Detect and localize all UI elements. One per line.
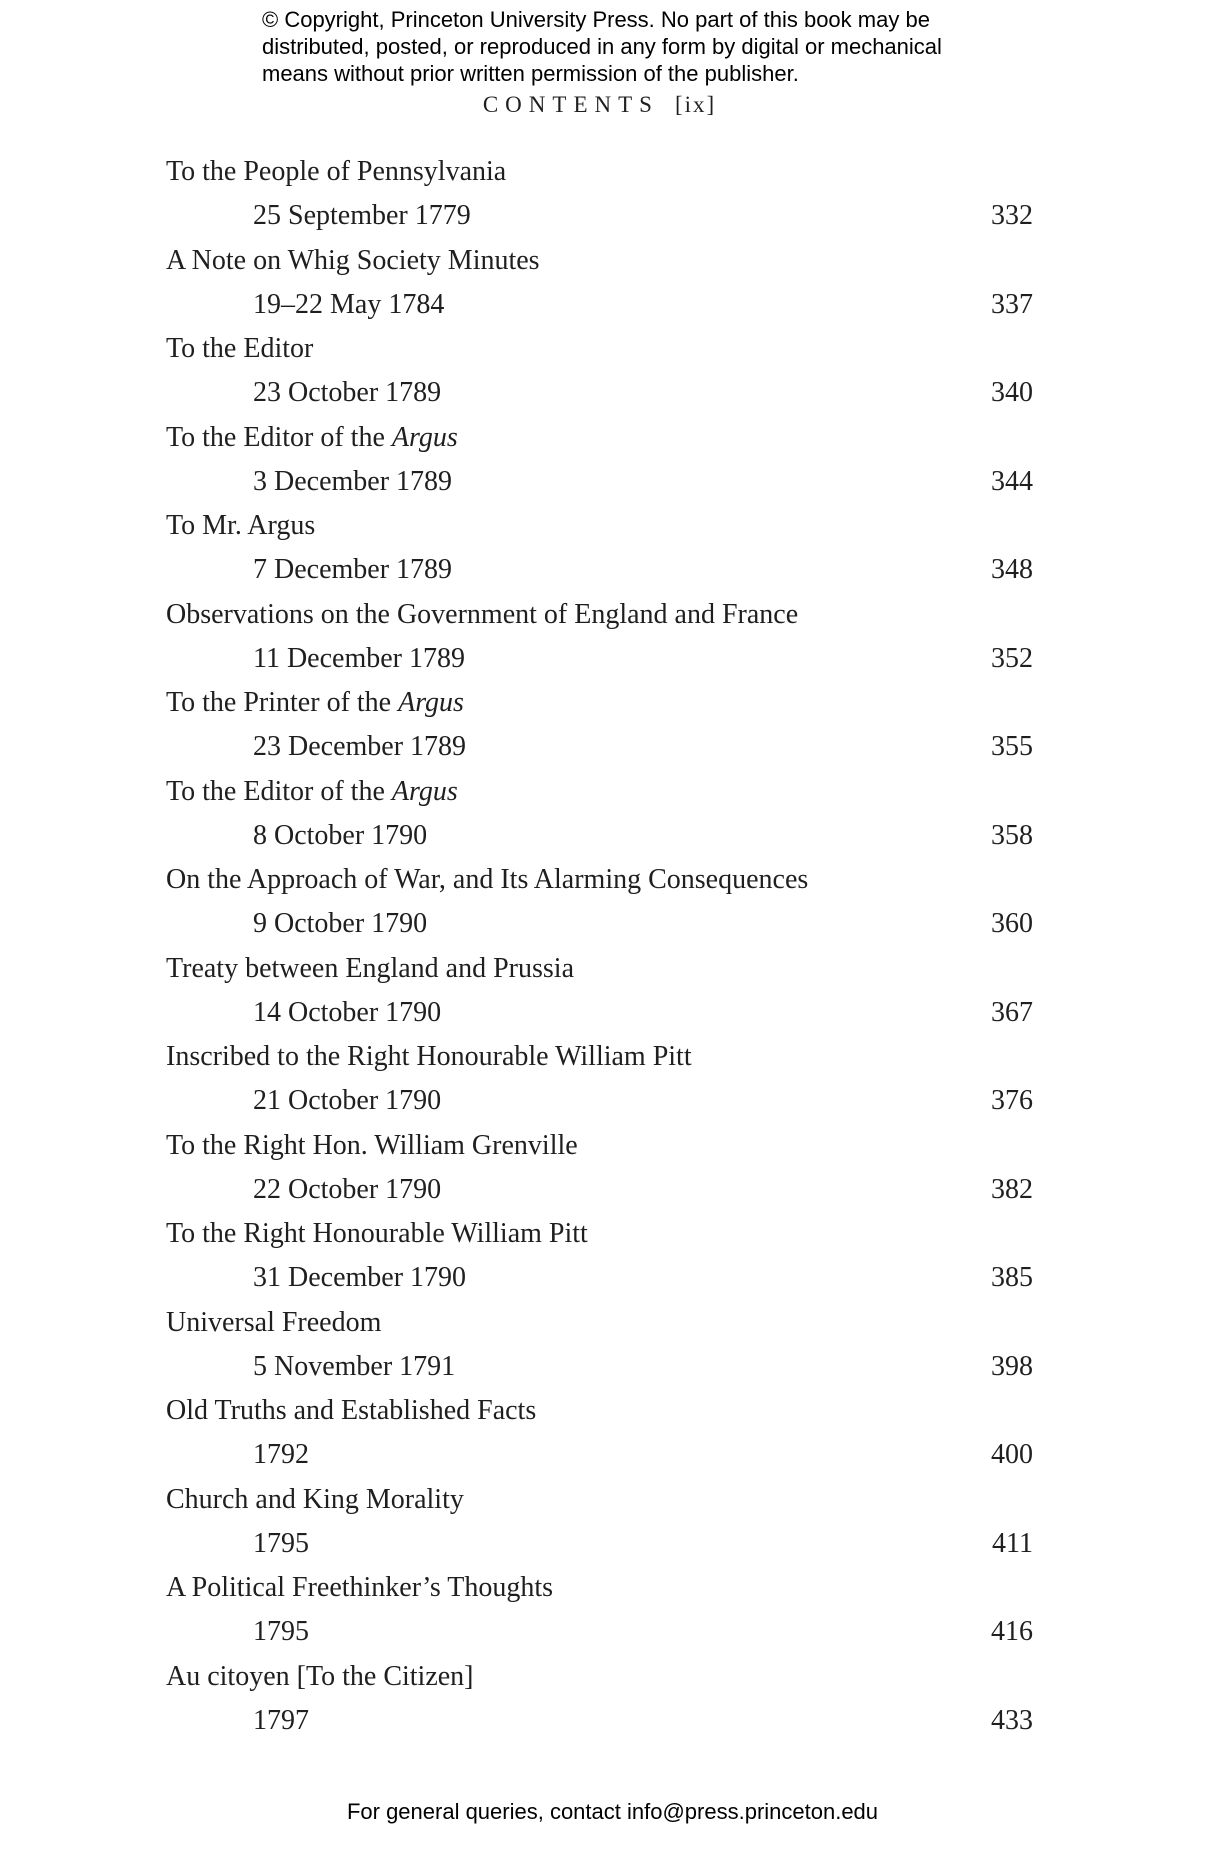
entry-page-number: 416	[991, 1616, 1033, 1647]
entry-date: 3 December 1789	[253, 465, 453, 497]
entry-page-number: 344	[991, 465, 1033, 497]
entry-date: 19–22 May 1784	[253, 288, 445, 320]
entry-date: 22 October 1790	[253, 1173, 442, 1205]
toc-entry	[166, 1655, 1033, 1744]
toc-entry	[166, 1035, 1033, 1124]
entry-page-number: 355	[991, 731, 1033, 762]
entry-page-number: 337	[991, 288, 1033, 320]
entry-page-number: 340	[991, 377, 1033, 408]
contents-heading: CONTENTS	[482, 92, 659, 117]
entry-title: To the Right Hon. William Grenville	[166, 1129, 578, 1161]
entry-date: 23 October 1789	[253, 377, 442, 408]
entry-page-number: 348	[991, 554, 1033, 585]
entry-date: 7 December 1789	[253, 554, 453, 585]
entry-title: To the Right Honourable William Pitt	[166, 1218, 588, 1249]
entry-page-number: 433	[991, 1704, 1033, 1736]
entry-page-number: 358	[991, 819, 1033, 851]
toc-entry	[166, 504, 1033, 593]
toc-entry	[166, 327, 1033, 416]
entry-date: 31 December 1790	[253, 1262, 467, 1293]
entry-title: On the Approach of War, and Its Alarming Consequences	[166, 864, 809, 895]
entry-title: Universal Freedom	[166, 1306, 382, 1338]
contents-running-head	[166, 92, 1033, 118]
footer-contact-line: For general queries, contact info@press.princeton.edu	[346, 1799, 879, 1824]
entry-date: 25 September 1779	[253, 200, 471, 231]
entry-page-number: 411	[992, 1527, 1033, 1559]
toc-entry	[166, 1212, 1033, 1301]
entry-title: To the Editor	[166, 333, 314, 364]
entry-title: To the People of Pennsylvania	[166, 156, 507, 187]
toc-entry	[166, 1389, 1033, 1478]
copyright-notice	[262, 6, 962, 87]
toc-entry	[166, 947, 1033, 1036]
entry-page-number: 360	[991, 908, 1033, 939]
toc-entry	[166, 681, 1033, 770]
entry-page-number: 385	[991, 1262, 1033, 1293]
entry-date: 23 December 1789	[253, 731, 467, 762]
entry-page-number: 352	[991, 642, 1033, 674]
page-folio-marker: [ix]	[674, 92, 717, 117]
toc-entry	[166, 239, 1033, 328]
entry-title: To the Editor of the Argus	[166, 421, 458, 453]
entry-title: Treaty between England and Prussia	[166, 952, 574, 984]
toc-entry	[166, 858, 1033, 947]
toc-entry	[166, 1301, 1033, 1390]
copyright-line: means without prior written permission of the publisher.	[262, 61, 799, 86]
entry-page-number: 398	[991, 1350, 1033, 1382]
entry-title: To the Editor of the Argus	[166, 775, 458, 807]
entry-date: 1795	[253, 1527, 309, 1559]
toc-entry	[166, 593, 1033, 682]
entry-page-number: 382	[991, 1173, 1033, 1205]
entry-title: To the Printer of the Argus	[166, 687, 464, 718]
entry-page-number: 376	[991, 1085, 1033, 1116]
entry-date: 9 October 1790	[253, 908, 428, 939]
entry-date: 5 November 1791	[253, 1350, 456, 1382]
entry-date: 1795	[253, 1616, 309, 1647]
entry-title: To Mr. Argus	[166, 510, 316, 541]
entry-date: 14 October 1790	[253, 996, 442, 1028]
entry-title: A Note on Whig Society Minutes	[166, 244, 540, 276]
toc-list	[166, 150, 1033, 1743]
entry-page-number: 400	[991, 1439, 1033, 1470]
entry-title: Inscribed to the Right Honourable William Pitt	[166, 1041, 692, 1072]
entry-title: Au citoyen [To the Citizen]	[166, 1660, 474, 1692]
toc-entry	[166, 150, 1033, 239]
entry-date: 1792	[253, 1439, 309, 1470]
copyright-line: © Copyright, Princeton University Press. No part of this book may be	[262, 7, 930, 32]
toc-entry	[166, 416, 1033, 505]
toc-entry	[166, 770, 1033, 859]
entry-page-number: 367	[991, 996, 1033, 1028]
toc-entry	[166, 1566, 1033, 1655]
entry-title: Old Truths and Established Facts	[166, 1395, 537, 1426]
entry-page-number: 332	[991, 200, 1033, 231]
entry-date: 8 October 1790	[253, 819, 428, 851]
entry-title: A Political Freethinker’s Thoughts	[166, 1572, 554, 1603]
toc-entry	[166, 1478, 1033, 1567]
entry-title: Church and King Morality	[166, 1483, 464, 1515]
entry-date: 11 December 1789	[253, 642, 465, 674]
entry-title: Observations on the Government of England and France	[166, 598, 799, 630]
toc-entry	[166, 1124, 1033, 1213]
copyright-line: distributed, posted, or reproduced in any form by digital or mechanical	[262, 34, 942, 59]
entry-date: 1797	[253, 1704, 309, 1736]
entry-date: 21 October 1790	[253, 1085, 442, 1116]
